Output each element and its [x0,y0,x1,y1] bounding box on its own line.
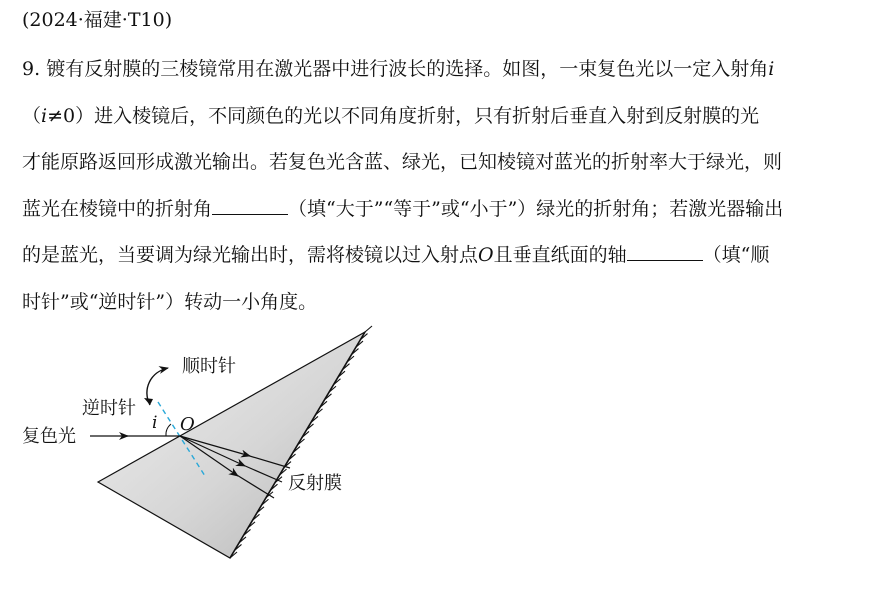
question-line-1 [22,56,774,82]
answer-blank-2[interactable] [627,242,703,261]
question-number: 9. [22,58,41,80]
angle-variable-i: i [768,58,775,80]
question-text-1: 镀有反射膜的三棱镜常用在激光器中进行波长的选择。如图，一束复色光以一定入射角 [46,58,769,80]
label-counterclockwise: 逆时针 [82,398,136,419]
prism-diagram [0,320,440,590]
prism-figure [0,320,440,590]
angle-variable-i-2: i [41,105,48,127]
question-source: (2024·福建·T10) [22,9,173,31]
question-line-5 [22,242,769,268]
angle-condition: ≠0 [47,105,76,127]
answer-blank-1[interactable] [212,196,288,215]
question-text-5c: （填“顺 [702,244,770,266]
question-line-6: 时针”或“逆时针”）转动一小角度。 [22,291,318,313]
label-clockwise: 顺时针 [182,356,236,377]
question-text-5b: 且垂直纸面的轴 [493,244,627,266]
question-line-2 [22,103,759,129]
label-reflective-film: 反射膜 [288,473,342,494]
point-variable-o: O [478,244,494,266]
question-text-2: ）进入棱镜后，不同颜色的光以不同角度折射，只有折射后垂直入射到反射膜的光 [75,105,760,127]
paren-open: （ [22,105,42,127]
label-angle-i: i [152,413,158,433]
label-incident-light: 复色光 [22,426,76,447]
question-text-5a: 的是蓝光，当要调为绿光输出时，需将棱镜以过入射点 [22,244,479,266]
question-text-4a: 蓝光在棱镜中的折射角 [22,198,213,220]
question-text-4b: （填“大于”“等于”或“小于”）绿光的折射角；若激光器输出 [288,198,784,220]
film-hatch-mark [365,326,372,332]
question-line-4 [22,196,783,222]
incidence-angle-arc [166,424,171,436]
label-point-o: O [180,414,195,435]
question-line-3: 才能原路返回形成激光输出。若复色光含蓝、绿光，已知棱镜对蓝光的折射率大于绿光，则 [22,151,783,173]
